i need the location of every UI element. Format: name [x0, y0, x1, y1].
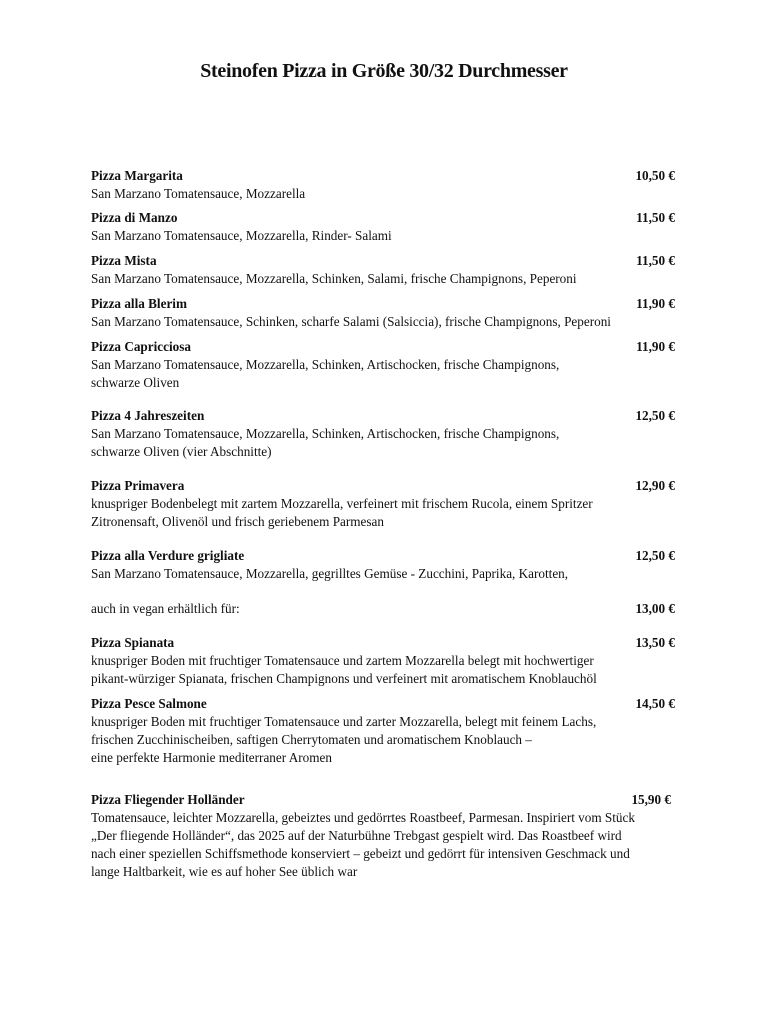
menu-item-name: Pizza Mista: [91, 253, 157, 268]
menu-item-price: 15,90 €: [631, 792, 671, 807]
menu-item-price: 12,50 €: [635, 548, 675, 563]
menu-item-header: [91, 295, 681, 312]
menu-item: [91, 252, 681, 287]
menu-item-name: Pizza alla Verdure grigliate: [91, 548, 245, 563]
menu-item-name: Pizza Pesce Salmone: [91, 696, 207, 711]
menu-item-description: lange Haltbarkeit, wie es auf hoher See üblich war: [91, 864, 358, 879]
menu-item-description: San Marzano Tomatensauce, Mozzarella: [91, 186, 306, 201]
menu-item-name: Pizza Margarita: [91, 168, 183, 183]
menu-item-header: [91, 634, 681, 651]
menu-item-price: 11,90 €: [636, 296, 675, 311]
menu-item: [91, 167, 681, 202]
menu-item-name: Pizza Spianata: [91, 635, 175, 650]
menu-item-description: pikant-würziger Spianata, frischen Champignons und verfeinert mit aromatischem Knoblauchöl: [91, 671, 597, 686]
menu-item-header: [91, 252, 681, 269]
menu-item-price: 11,50 €: [636, 253, 675, 268]
menu-item-header: [91, 209, 681, 226]
menu-item-price: 11,90 €: [636, 339, 675, 354]
menu-item-description: Zitronensaft, Olivenöl und frisch geriebenem Parmesan: [91, 514, 384, 529]
vegan-option: [91, 600, 681, 617]
menu-item: [91, 634, 681, 687]
menu-item-header: [91, 695, 681, 712]
menu-item: [91, 477, 681, 530]
menu-item-header: [91, 407, 681, 424]
vegan-option-price: 13,00 €: [635, 601, 675, 616]
menu-item-name: Pizza 4 Jahreszeiten: [91, 408, 205, 423]
menu-item-name: Pizza Primavera: [91, 478, 185, 493]
menu-item-price: 10,50 €: [635, 168, 675, 183]
menu-item-description: nach einer speziellen Schiffsmethode konserviert – gebeizt und gedörrt für intensiven Geschmack und: [91, 846, 630, 861]
menu-item-description: eine perfekte Harmonie mediterraner Aromen: [91, 750, 332, 765]
menu-item-description: schwarze Oliven (vier Abschnitte): [91, 444, 272, 459]
menu-item-description: San Marzano Tomatensauce, Schinken, scharfe Salami (Salsiccia), frische Champignons, Peperoni: [91, 314, 611, 329]
menu-item: [91, 295, 681, 330]
menu-item-header: [91, 477, 681, 494]
menu-item-name: Pizza Capricciosa: [91, 339, 191, 354]
page-title: Steinofen Pizza in Größe 30/32 Durchmesser: [200, 60, 568, 82]
menu-item-header: [91, 791, 677, 808]
menu-item-description: knuspriger Boden mit fruchtiger Tomatensauce und zarter Mozzarella, belegt mit feinem Lachs,: [91, 714, 597, 729]
menu-item-description: San Marzano Tomatensauce, Mozzarella, Schinken, Salami, frische Champignons, Peperoni: [91, 271, 577, 286]
menu-item-description: Tomatensauce, leichter Mozzarella, gebeiztes und gedörrtes Roastbeef, Parmesan. Inspiriert vom Stück: [91, 810, 635, 825]
menu-item-description: frischen Zucchinischeiben, saftigen Cherrytomaten und aromatischem Knoblauch –: [91, 732, 532, 747]
menu-item-name: Pizza di Manzo: [91, 210, 178, 225]
menu-item-description: San Marzano Tomatensauce, Mozzarella, gegrilltes Gemüse - Zucchini, Paprika, Karotten,: [91, 566, 569, 581]
menu-item: [91, 791, 677, 880]
menu-item-header: [91, 338, 681, 355]
menu-item: [91, 407, 681, 460]
vegan-option-label: auch in vegan erhältlich für:: [91, 601, 240, 616]
menu-item-description: San Marzano Tomatensauce, Mozzarella, Rinder- Salami: [91, 228, 392, 243]
menu-item: [91, 695, 681, 766]
menu-item-description: knuspriger Bodenbelegt mit zartem Mozzarella, verfeinert mit frischem Rucola, einem Spritzer: [91, 496, 593, 511]
menu-item-price: 13,50 €: [635, 635, 675, 650]
menu-item-price: 12,90 €: [635, 478, 675, 493]
menu-item-description: San Marzano Tomatensauce, Mozzarella, Schinken, Artischocken, frische Champignons,: [91, 357, 560, 372]
menu-item-description: schwarze Oliven: [91, 375, 180, 390]
menu-item-description: San Marzano Tomatensauce, Mozzarella, Schinken, Artischocken, frische Champignons,: [91, 426, 560, 441]
menu-item-description: knuspriger Boden mit fruchtiger Tomatensauce und zartem Mozzarella belegt mit hochwertiger: [91, 653, 594, 668]
menu-item-name: Pizza alla Blerim: [91, 296, 187, 311]
menu-item-header: [91, 167, 681, 184]
menu-item-name: Pizza Fliegender Holländer: [91, 792, 245, 807]
menu-item: [91, 338, 681, 391]
menu-item: [91, 547, 681, 582]
menu-item: [91, 209, 681, 244]
menu-item-price: 12,50 €: [635, 408, 675, 423]
menu-item-price: 11,50 €: [636, 210, 675, 225]
menu-item-description: „Der fliegende Holländer“, das 2025 auf der Naturbühne Trebgast gespielt wird. Das Roastbeef wird: [91, 828, 622, 843]
menu-item-header: [91, 547, 681, 564]
menu-item-price: 14,50 €: [635, 696, 675, 711]
